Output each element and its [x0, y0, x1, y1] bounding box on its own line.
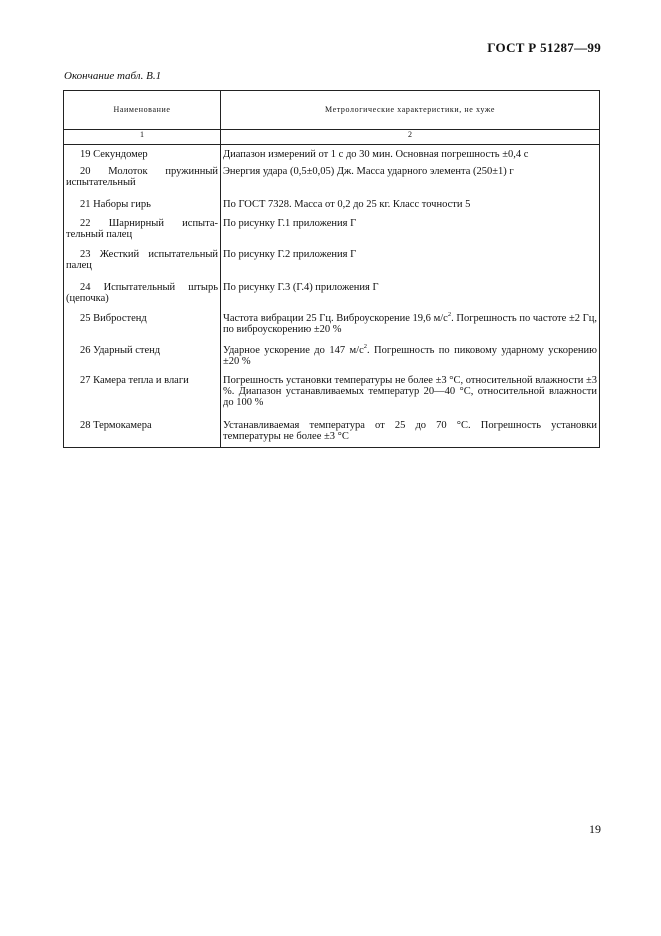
item-characteristics: По ГОСТ 7328. Масса от 0,2 до 25 кг. Класс точности 5 [221, 199, 600, 218]
item-name-line: 24 Испытательный штырь [80, 281, 218, 293]
item-characteristics: Устанавливаемая температура от 25 до 70 °С. Погрешность установки температуры не более ±3 °С [221, 420, 600, 448]
table-caption: Окончание табл. В.1 [64, 70, 162, 82]
item-characteristics: Диапазон измерений от 1 с до 30 мин. Основная погрешность ±0,4 с [221, 145, 600, 166]
item-name [64, 375, 221, 420]
item-name-line: 20 Молоток пружинный [80, 165, 218, 177]
column-number: 1 [64, 130, 221, 145]
item-characteristics: Погрешность установки температуры не более ±3 °С, относительной влажности ±3 %. Диапазон устанавливаемых температур 20—40 °С, относительной влажности до 100 % [221, 375, 600, 420]
table-row [64, 313, 600, 345]
item-name-line: 19 Секундомер [80, 149, 148, 160]
item-characteristics: По рисунку Г.1 приложения Г [221, 218, 600, 249]
header-name: Наименование [64, 91, 221, 130]
item-characteristics: Ударное ускорение до 147 $м/с^2$. Погрешность по пиковому ударному ускорению ±20 % [221, 345, 600, 375]
item-name [64, 420, 221, 448]
column-number: 2 [221, 130, 600, 145]
item-name-line: тельный палец [66, 228, 133, 240]
item-characteristics: По рисунку Г.2 приложения Г [221, 249, 600, 282]
header-characteristics: Метрологические характеристики, не хуже [221, 91, 600, 130]
item-characteristics: По рисунку Г.3 (Г.4) приложения Г [221, 282, 600, 313]
item-name-line: (цепочка) [66, 292, 109, 304]
item-name-line: 26 Ударный стенд [80, 344, 161, 356]
item-name [64, 249, 221, 282]
item-name-line: 25 Вибростенд [80, 312, 147, 324]
characteristics-table [63, 90, 600, 448]
table-row [64, 166, 600, 199]
table-row [64, 218, 600, 249]
item-name-line: 28 Термокамера [80, 419, 152, 431]
item-name [64, 313, 221, 345]
column-number-row [64, 130, 600, 145]
item-characteristics: Частота вибрации 25 Гц. Виброускорение 19,6 $м/с^2$. Погрешность по частоте ±2 Гц, по виброускорению ±20 % [221, 313, 600, 345]
table-row [64, 345, 600, 375]
item-name [64, 218, 221, 249]
table-row [64, 282, 600, 313]
table-header-row [64, 91, 600, 130]
item-name [64, 345, 221, 375]
item-name-line: 22 Шарнирный испыта- [80, 217, 218, 229]
item-name [64, 166, 221, 199]
item-name [64, 145, 221, 166]
item-name-line: испытательный [66, 176, 136, 188]
page-number: 19 [589, 822, 601, 836]
item-name-line: 21 Наборы гирь [80, 198, 151, 210]
item-name-line: 23 Жесткий испытательный [80, 248, 218, 260]
item-name [64, 199, 221, 218]
item-name-line: палец [66, 259, 92, 271]
item-characteristics: Энергия удара (0,5±0,05) Дж. Масса ударного элемента (250±1) г [221, 166, 600, 199]
table-row [64, 375, 600, 420]
item-name [64, 282, 221, 313]
table-row [64, 249, 600, 282]
table-row [64, 145, 600, 166]
item-name-line: 27 Камера тепла и влаги [80, 374, 189, 386]
table-row [64, 420, 600, 448]
standard-code: ГОСТ Р 51287—99 [487, 40, 601, 55]
table-row [64, 199, 600, 218]
